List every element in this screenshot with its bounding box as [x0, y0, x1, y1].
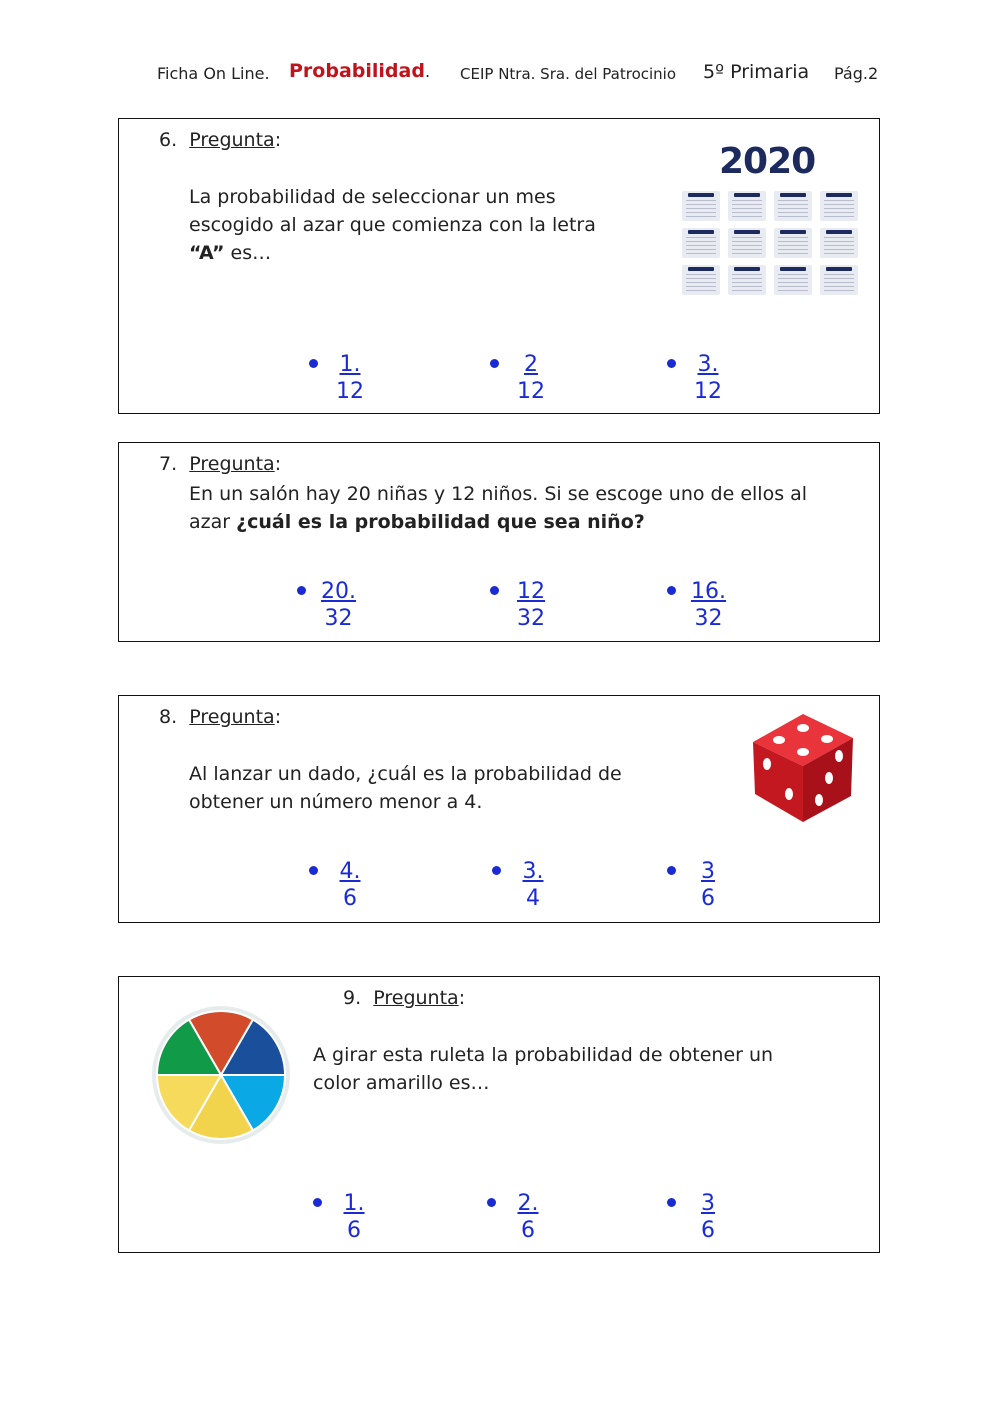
- calendar-months: [682, 191, 858, 295]
- q6-option-2[interactable]: $\frac{2}{12}$: [490, 351, 570, 411]
- header-school: CEIP Ntra. Sra. del Patrocinio: [460, 65, 677, 83]
- page-header: [0, 60, 1000, 90]
- q9-option-3[interactable]: $\frac{3}{6}$: [667, 1190, 747, 1250]
- bullet-icon: [309, 866, 318, 875]
- question-9-text: A girar esta ruleta la probabilidad de obtener un color amarillo es…: [313, 1044, 774, 1094]
- q8-option-1[interactable]: $\frac{4.}{6}$: [309, 858, 389, 918]
- bullet-icon: [309, 359, 318, 368]
- q9-option-2[interactable]: $\frac{2.}{6}$: [487, 1190, 567, 1250]
- question-7-heading: 7. Pregunta:: [159, 453, 282, 475]
- question-8-text: Al lanzar un dado, ¿cuál es la probabilidad de obtener un número menor a 4.: [189, 763, 622, 813]
- bullet-icon: [667, 359, 676, 368]
- question-9-box: [118, 976, 880, 1253]
- bullet-icon: [667, 586, 676, 595]
- question-6-box: [118, 118, 880, 414]
- question-8-box: [118, 695, 880, 923]
- q8-option-2[interactable]: $\frac{3.}{4}$: [492, 858, 572, 918]
- q8-option-3[interactable]: $\frac{3}{6}$: [667, 858, 747, 918]
- calendar-year: 2020: [719, 141, 816, 182]
- q6-option-1[interactable]: $\frac{1.}{12}$: [309, 351, 389, 411]
- header-prefix: Ficha On Line.: [157, 64, 270, 83]
- question-6-heading: 6. Pregunta:: [159, 129, 282, 151]
- q7-option-3[interactable]: $\frac{16.}{32}$: [667, 578, 747, 638]
- bullet-icon: [667, 866, 676, 875]
- question-7-text: En un salón hay 20 niñas y 12 niños. Si se escoge uno de ellos al azar ¿cuál es la probabilidad que sea niño?: [189, 483, 808, 533]
- bullet-icon: [297, 586, 306, 595]
- bullet-icon: [490, 586, 499, 595]
- q9-option-1[interactable]: $\frac{1.}{6}$: [313, 1190, 393, 1250]
- q6-option-3[interactable]: $\frac{3.}{12}$: [667, 351, 747, 411]
- question-6-text: La probabilidad de seleccionar un mes escogido al azar que comienza con la letra “A” es…: [189, 186, 596, 264]
- dice-icon: [747, 712, 859, 824]
- roulette-wheel-icon: [151, 1005, 301, 1155]
- bullet-icon: [492, 866, 501, 875]
- question-9-heading: 9. Pregunta:: [343, 987, 466, 1009]
- question-7-box: [118, 442, 880, 642]
- header-grade: 5º Primaria: [703, 61, 810, 83]
- q7-option-2[interactable]: $\frac{12}{32}$: [490, 578, 570, 638]
- bullet-icon: [313, 1198, 322, 1207]
- header-page: Pág.2: [834, 64, 879, 83]
- bullet-icon: [487, 1198, 496, 1207]
- question-8-heading: 8. Pregunta:: [159, 706, 282, 728]
- q7-option-1[interactable]: $\frac{20.}{32}$: [297, 578, 377, 638]
- header-topic: Probabilidad.: [289, 60, 431, 82]
- bullet-icon: [667, 1198, 676, 1207]
- bullet-icon: [490, 359, 499, 368]
